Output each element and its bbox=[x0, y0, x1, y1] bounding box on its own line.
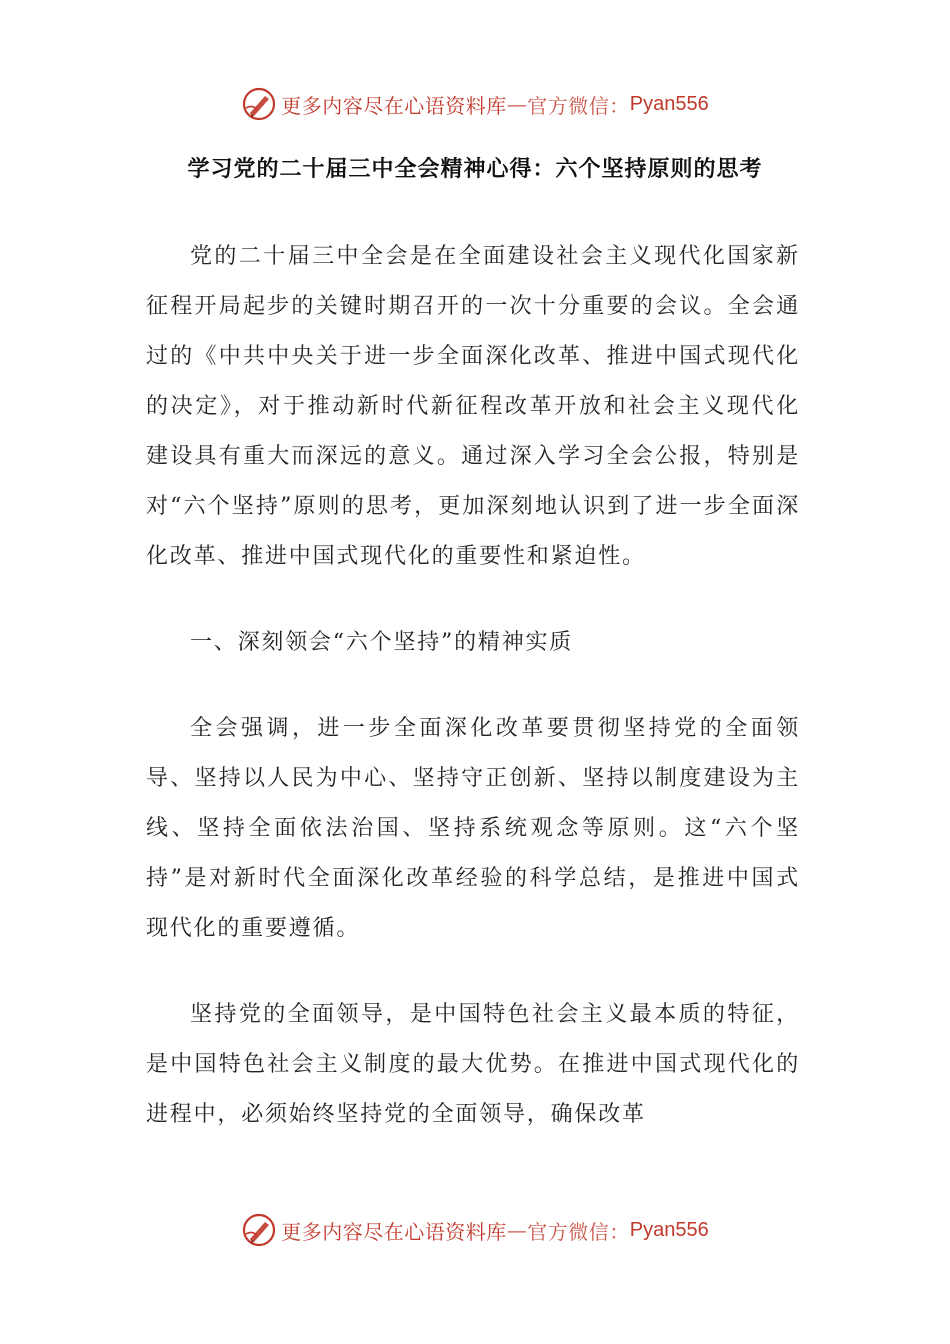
pen-logo-icon bbox=[241, 1212, 277, 1248]
banner-main-text: 更多内容尽在心语资料库 bbox=[281, 1219, 507, 1244]
paragraph-principles: 全会强调，进一步全面深化改革要贯彻坚持党的全面领导、坚持以人民为中心、坚持守正创新、坚持以制度建设为主线、坚持全面依法治国、坚持系统观念等原则。这“六个坚持”是对新时代全面深化改革经验的科学总结，是推进中国式现代化的重要遵循。 bbox=[146, 716, 800, 941]
section-heading: 一、深刻领会“六个坚持”的精神实质 bbox=[190, 630, 574, 655]
banner-separator: — bbox=[506, 92, 528, 116]
banner-main-text: 更多内容尽在心语资料库 bbox=[281, 93, 507, 118]
banner-separator: — bbox=[506, 1218, 528, 1242]
pen-logo-icon bbox=[241, 86, 277, 122]
banner-wechat-id: Pyan556 bbox=[629, 1218, 709, 1241]
banner-wechat-label: 官方微信： bbox=[527, 1219, 630, 1244]
banner-wechat-label: 官方微信： bbox=[527, 93, 630, 118]
banner-wechat-id: Pyan556 bbox=[629, 92, 709, 115]
header-banner bbox=[0, 84, 950, 124]
document-title: 学习党的二十届三中全会精神心得：六个坚持原则的思考 bbox=[187, 157, 763, 182]
paragraph-leadership: 坚持党的全面领导，是中国特色社会主义最本质的特征，是中国特色社会主义制度的最大优势。在推进中国式现代化的进程中，必须始终坚持党的全面领导，确保改革 bbox=[146, 1002, 800, 1127]
document-body bbox=[146, 232, 800, 1140]
paragraph-intro: 党的二十届三中全会是在全面建设社会主义现代化国家新征程开局起步的关键时期召开的一次十分重要的会议。全会通过的《中共中央关于进一步全面深化改革、推进中国式现代化的决定》，对于推动新时代新征程改革开放和社会主义现代化建设具有重大而深远的意义。通过深入学习全会公报，特别是对“六个坚持”原则的思考，更加深刻地认识到了进一步全面深化改革、推进中国式现代化的重要性和紧迫性。 bbox=[146, 244, 800, 569]
footer-banner bbox=[0, 1210, 950, 1250]
